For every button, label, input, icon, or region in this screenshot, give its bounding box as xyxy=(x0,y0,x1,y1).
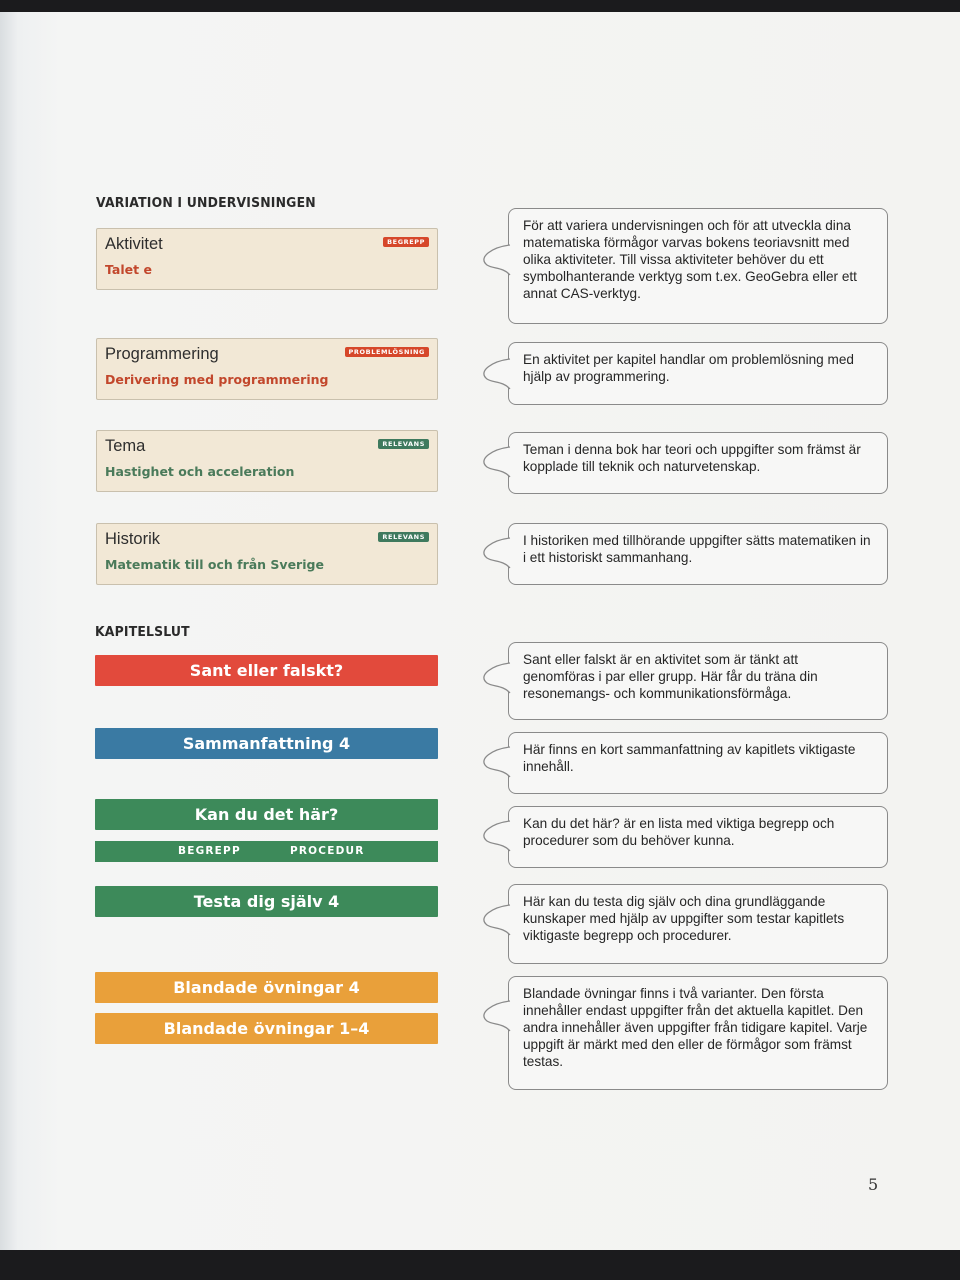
page-number: 5 xyxy=(868,1175,879,1194)
kan-du-det-har-bar: Kan du det här? xyxy=(95,799,438,830)
bubble-text: Teman i denna bok har teori och uppgifter som främst är kopplade till teknik och naturvetenskap. xyxy=(523,442,861,474)
bubble-tail-icon xyxy=(481,243,511,279)
speech-bubble xyxy=(508,976,888,1090)
card-subtitle: Hastighet och acceleration xyxy=(105,464,295,479)
card-subtitle: Derivering med programmering xyxy=(105,372,329,387)
testa-dig-sjalv-bar: Testa dig själv 4 xyxy=(95,886,438,917)
bubble-text: Blandade övningar finns i två varianter. Den första innehåller endast uppgifter från det aktuella kapitlet. Den andra innehåller även uppgifter från tidigare kapitel. Varje uppgift är märkt med den eller de förmågor som främst testas. xyxy=(523,986,868,1069)
bubble-tail-icon xyxy=(481,661,511,697)
card-subtitle: Talet e xyxy=(105,262,152,277)
speech-bubble xyxy=(508,523,888,585)
bubble-text: Här finns en kort sammanfattning av kapitlets viktigaste innehåll. xyxy=(523,742,856,774)
badge-begrepp: BEGREPP xyxy=(383,237,429,247)
badge-relevans: RELEVANS xyxy=(378,439,429,449)
kan-du-subbar xyxy=(95,841,438,862)
book-page xyxy=(0,12,960,1250)
badge-relevans: RELEVANS xyxy=(378,532,429,542)
card-historik xyxy=(96,523,438,585)
sant-eller-falskt-bar: Sant eller falskt? xyxy=(95,655,438,686)
card-title: Historik xyxy=(105,530,161,548)
bubble-text: Här kan du testa dig själv och dina grundläggande kunskaper med hjälp av uppgifter som testar kapitlets viktigaste begrepp och procedurer. xyxy=(523,894,845,943)
blandade-ovningar-4-bar: Blandade övningar 4 xyxy=(95,972,438,1003)
bubble-tail-icon xyxy=(481,536,511,572)
card-title: Tema xyxy=(105,437,146,455)
sammanfattning-bar: Sammanfattning 4 xyxy=(95,728,438,759)
card-aktivitet xyxy=(96,228,438,290)
procedur-label: PROCEDUR xyxy=(290,845,365,857)
bubble-text: I historiken med tillhörande uppgifter sätts matematiken in i ett historiskt sammanhang. xyxy=(523,533,871,565)
card-programmering xyxy=(96,338,438,400)
bubble-tail-icon xyxy=(481,903,511,939)
speech-bubble xyxy=(508,732,888,794)
speech-bubble xyxy=(508,432,888,494)
speech-bubble xyxy=(508,342,888,405)
card-title: Programmering xyxy=(105,345,219,363)
card-subtitle: Matematik till och från Sverige xyxy=(105,557,324,572)
bubble-tail-icon xyxy=(481,819,511,855)
card-tema xyxy=(96,430,438,492)
bubble-tail-icon xyxy=(481,745,511,781)
bubble-text: Kan du det här? är en lista med viktiga begrepp och procedurer som du behöver kunna. xyxy=(523,816,835,848)
bubble-tail-icon xyxy=(481,445,511,481)
kapitelslut-heading: KAPITELSLUT xyxy=(95,624,190,640)
bubble-text: För att variera undervisningen och för att utveckla dina matematiska förmågor varvas bokens teoriavsnitt med olika aktiviteter. Till vissa aktiviteter behöver du ett symbolhanterande verktyg som t.ex. GeoGebra eller ett annat CAS-verktyg. xyxy=(523,218,857,301)
begrepp-label: BEGREPP xyxy=(178,845,241,857)
variation-heading: VARIATION I UNDERVISNINGEN xyxy=(96,195,316,211)
speech-bubble xyxy=(508,208,888,324)
bubble-tail-icon xyxy=(481,357,511,393)
bubble-text: En aktivitet per kapitel handlar om problemlösning med hjälp av programmering. xyxy=(523,352,854,384)
speech-bubble xyxy=(508,806,888,868)
bubble-text: Sant eller falskt är en aktivitet som är tänkt att genomföras i par eller grupp. Här får du träna din resonemangs- och kommunikationsförmåga. xyxy=(523,652,818,701)
speech-bubble xyxy=(508,884,888,964)
card-title: Aktivitet xyxy=(105,235,163,253)
blandade-ovningar-1-4-bar: Blandade övningar 1–4 xyxy=(95,1013,438,1044)
speech-bubble xyxy=(508,642,888,720)
bubble-tail-icon xyxy=(481,999,511,1035)
badge-problemlosning: PROBLEMLÖSNING xyxy=(345,347,429,357)
